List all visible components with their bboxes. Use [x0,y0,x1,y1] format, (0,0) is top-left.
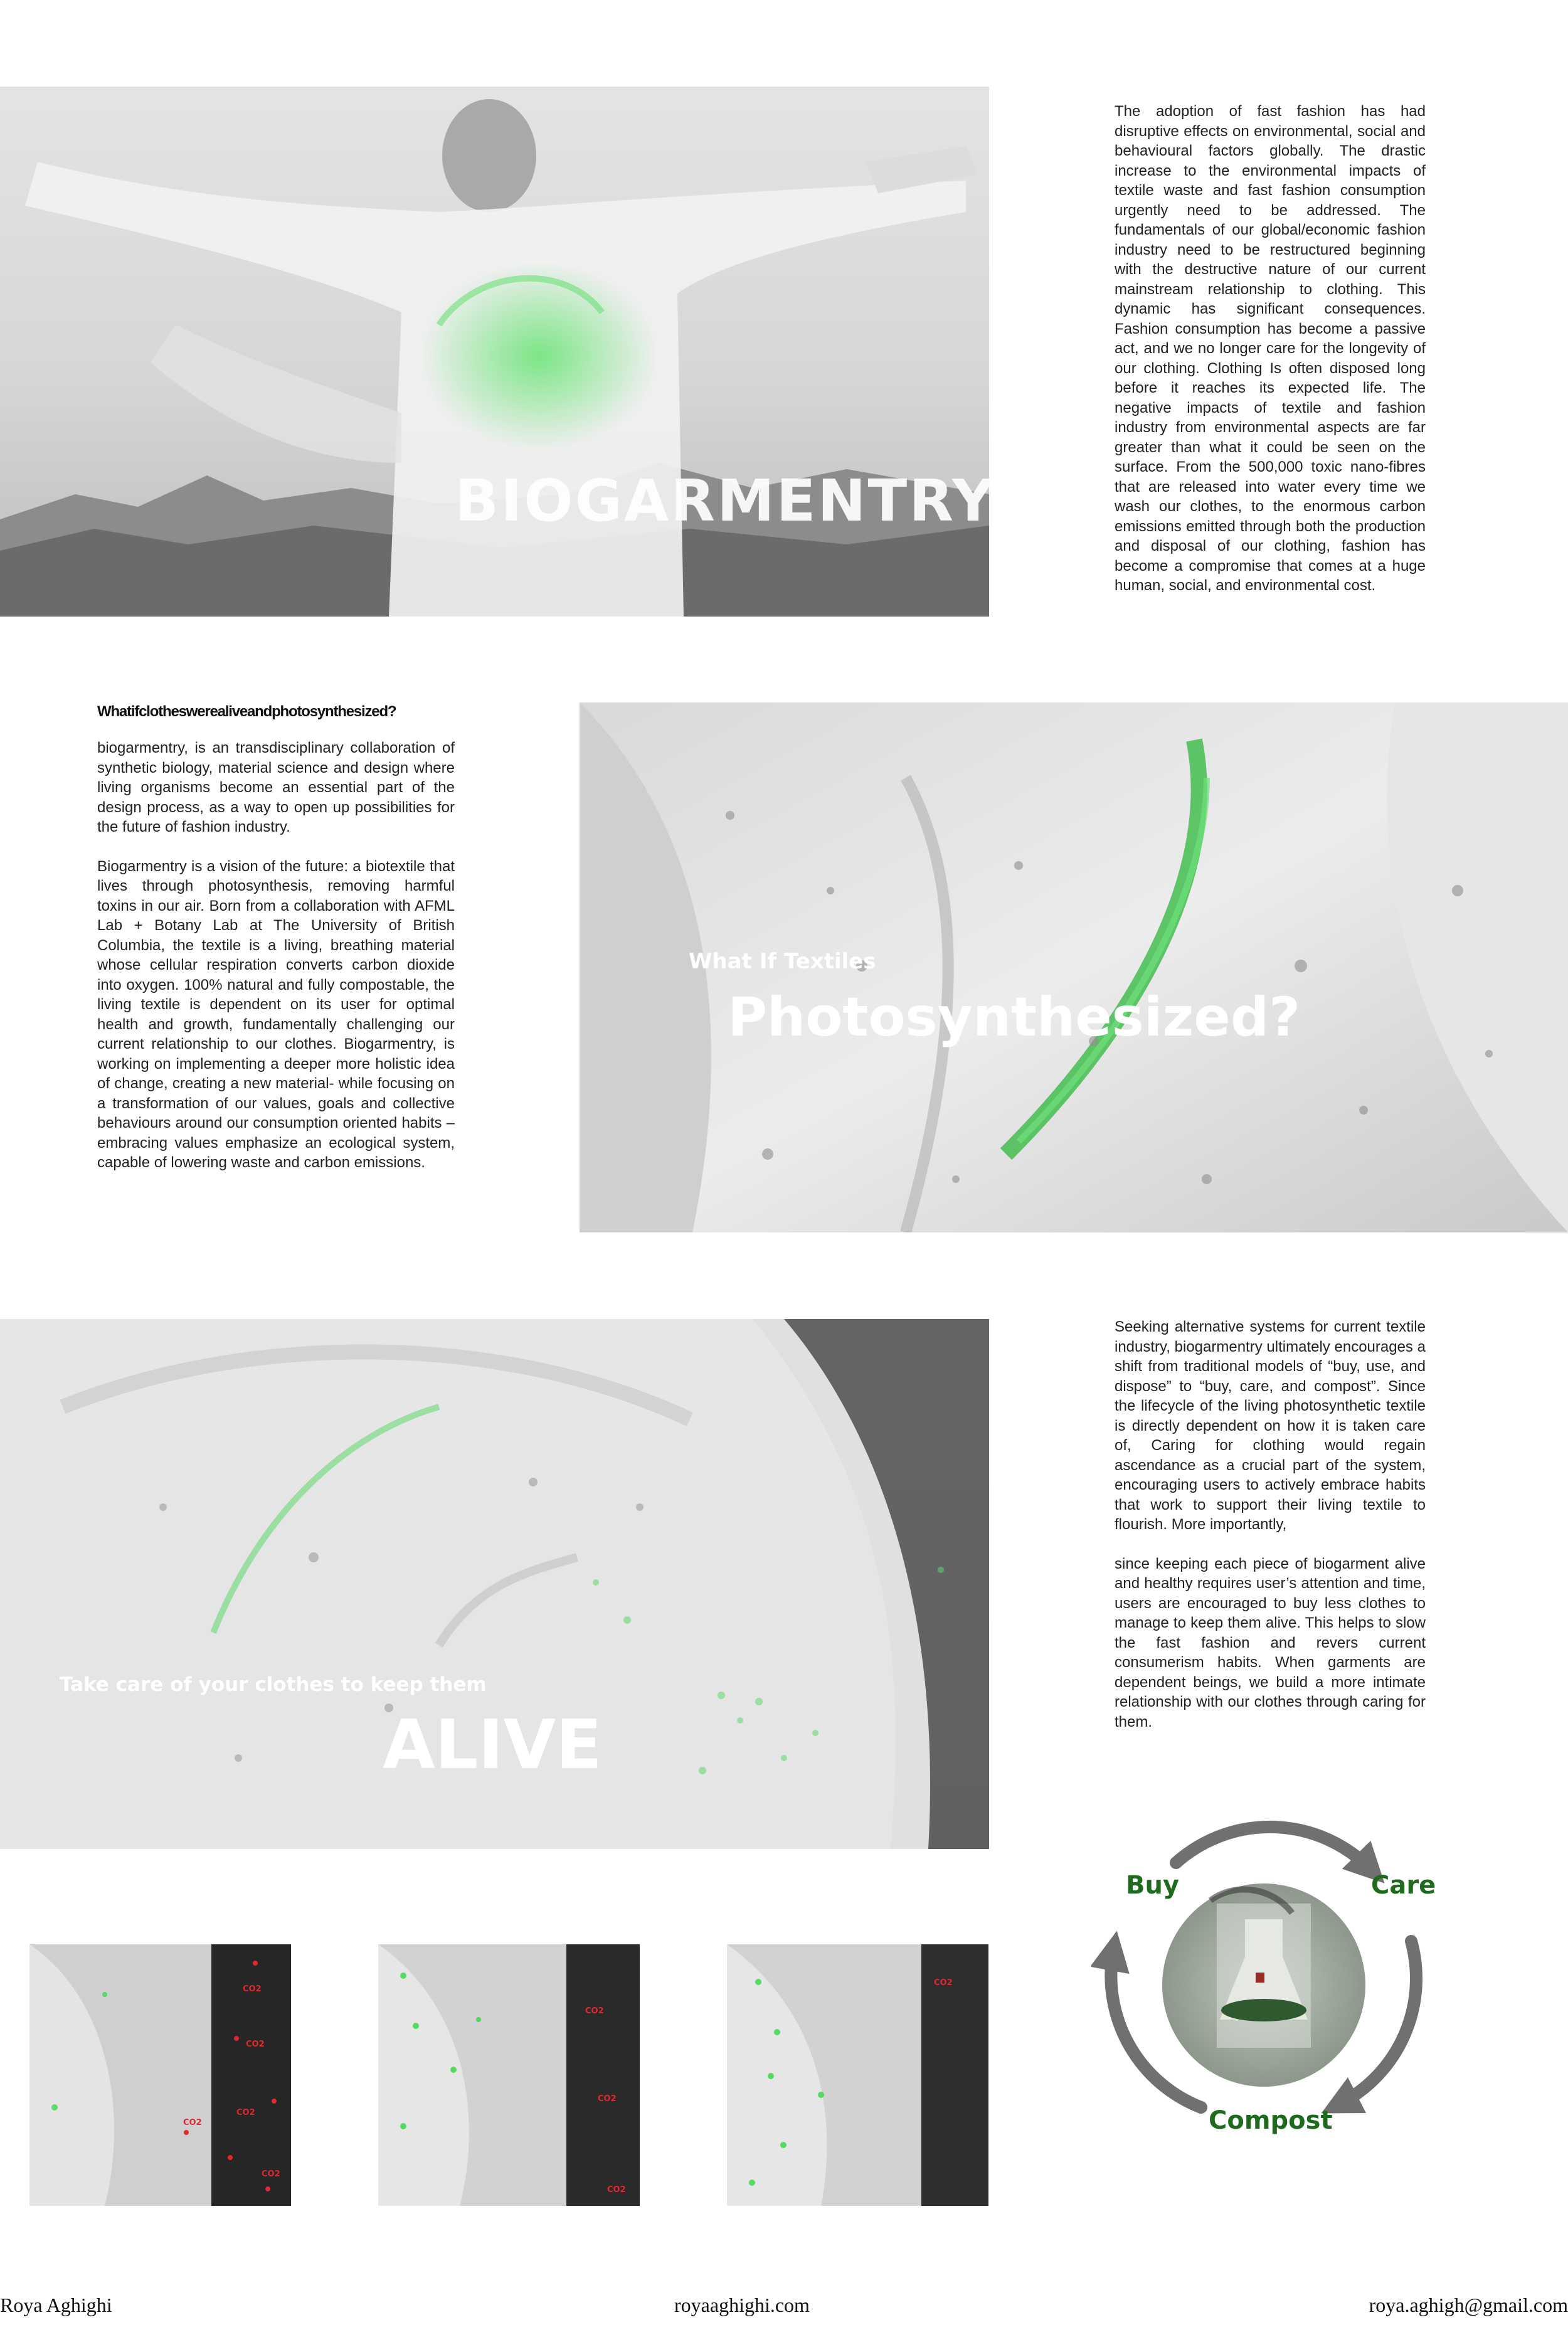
section3-text-block [1115,1317,1426,1732]
section2-paragraph-2: Biogarmentry is a vision of the future: a biotextile that lives through photosynthesis, removing harmful toxins in our air. Born from a collaboration with AFML Lab + Botany Lab at The University of British Columbia, the textile is a living, breathing material whose cellular respiration converts carbon dioxide into oxygen. 100% natural and fully compostable, the living textile is dependent on its user for optimal health and growth, fundamentally challenging our current relationship to our clothes. Biogarmentry, is working on implementing a deeper more holistic idea of change, creating a new material- while focusing on a transformation of our values, goals and collective behaviours around our consumption oriented habits – embracing values emphasize an ecological system, capable of lowering waste and carbon emissions. [97,857,455,1171]
co2-label: CO2 [607,2185,626,2195]
cycle-label-compost: Compost [1209,2106,1333,2135]
co2-label: CO2 [598,2094,617,2104]
co2-frame-2 [378,1944,640,2206]
co2-label: CO2 [262,2169,280,2179]
alive-overlay-small: Take care of your clothes to keep them [60,1673,487,1696]
hero-intro-text: The adoption of fast fashion has had disruptive effects on environmental, social and behavioural factors globally. The drastic increase to the environmental impacts of textile waste and fast fashion consumption urgently need to be addressed. The fundamentals of our global/economic fashion industry need to be restructured beginning with the destructive nature of our current mainstream relationship to clothing. This dynamic has significant consequences. Fashion consumption has become a passive act, and we no longer care for the longevity of our clothing. Clothing Is often disposed long before it reaches its expected life. The negative impacts of textile and fashion industry from environmental aspects are far greater than what it could be seen on the surface. From the 500,000 toxic nano-fibres that are released into water every time we wash our clothes, to the enormous carbon emissions emitted through both the production and disposal of our clothing, fashion has become a compromise that comes at a huge human, social, and environmental cost. [1115,103,1426,594]
co2-label: CO2 [934,1978,953,1988]
cycle-label-buy: Buy [1126,1871,1180,1900]
section3-paragraph-1: Seeking alternative systems for current textile industry, biogarmentry ultimately encourages a shift from traditional models of “buy, use, and dispose” to “buy, care, and compost”. Since the lifecycle of the living photosynthetic textile is directly dependent on how it is taken care of, Caring for clothing would regain ascendance as a crucial part of the system, encouraging users to actively embrace habits that work to support their living textile to flourish. More importantly, [1115,1318,1426,1533]
footer-name: Roya Aghighi [0,2294,112,2316]
textile-overlay-large: Photosynthesized? [728,986,1301,1049]
co2-label: CO2 [183,2118,202,2127]
co2-label: CO2 [243,1984,262,1994]
co2-label: CO2 [246,2040,265,2049]
hero-photo [0,87,989,617]
section2-question: Whatifclotheswerealiveandphotosynthesized? [97,703,396,720]
cycle-label-care: Care [1371,1871,1436,1900]
footer-email[interactable]: roya.aghigh@gmail.com [1369,2294,1568,2316]
section2-paragraph-1: biogarmentry, is an transdisciplinary collaboration of synthetic biology, material science and design where living organisms become an essential part of the design process, as a way to open up possibilities for the future of fashion industry. [97,739,455,835]
textile-overlay-small: What If Textiles [689,949,876,974]
co2-label: CO2 [585,2006,604,2016]
co2-frame-3 [727,1944,988,2206]
hero-title: BIOGARMENTRY [455,467,996,534]
footer-website[interactable]: royaaghighi.com [674,2294,810,2316]
section2-text-block [97,703,455,1173]
section3-paragraph-2: since keeping each piece of biogarment alive and healthy requires user’s attention and time, users are encouraged to buy less clothes to manage to keep them alive. This helps to slow the fast fashion and revers current consumerism habits. When garments are dependent beings, we build a more intimate relationship with our clothes through caring for them. [1115,1555,1426,1730]
alive-overlay-large: ALIVE [383,1706,602,1784]
co2-label: CO2 [236,2108,255,2117]
cycle-diagram [1091,1794,1443,2145]
co2-frame-1 [29,1944,291,2206]
